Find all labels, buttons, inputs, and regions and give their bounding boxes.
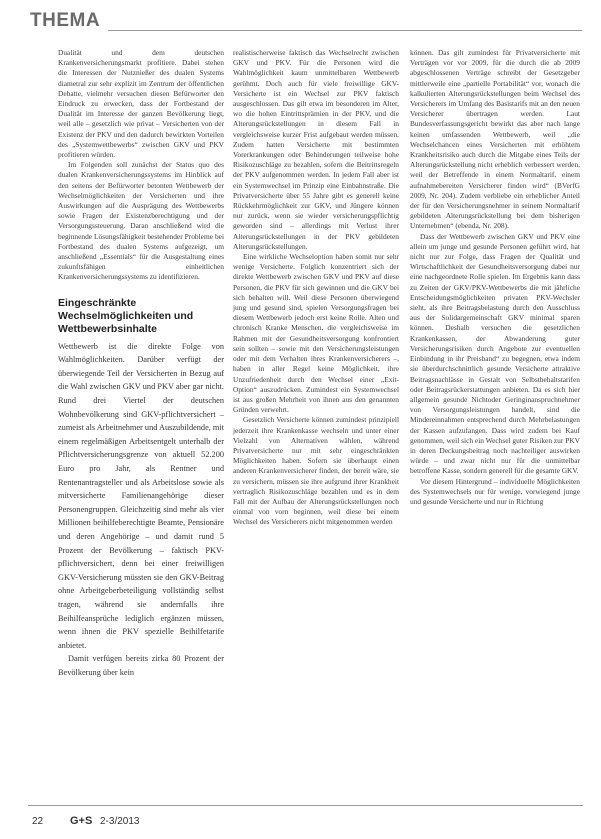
intro-paragraph: Dualität und dem deutschen Krankenversicherungsmarkt profitiere. Dabei stehen die Interessen der Nutznießer des dualen Systems diametral zur sehr explizit im Zentrum der öffentlichen Debatte, vielmehr versuchen diesen Befürworter den Eindruck zu erwecken, dass der Fortbestand der Dualität im Interesse der ganzen Bevölkerung liegt, weil alle – gesetzlich wie privat – Versicherten von der Existenz der PKV und den dadurch bewirkten Vorteilen des „Systemwettbewerbs“ zwischen GKV und PKV profitieren würden. — [58, 48, 224, 160]
footer-rule — [28, 805, 583, 806]
section-subheading: Eingeschränkte Wechselmöglichkeiten und Wettbewerbsinhalte — [58, 296, 194, 335]
column-2 — [233, 48, 399, 528]
body-paragraph: Dass der Wettbewerb zwischen GKV und PKV eine allein um junge und gesunde Personen geführt wird, hat nicht nur zur Folge, dass Fragen der Qualität und Wirtschaftlichkeit der Gesundheitsversorgung dabei nur eine nachgeordnete Rolle spielen. Im Ergebnis kann dass zu Zeiten der GKV/PKV-Wettbewerbs die mit jährliche Entscheidungsmöglichkeiten privaten PKV-Wechsler sieht, als ihre Beitragsbelastung durch den Ausschluss aus der Solidargemeinschaft GKV minimal sparen können. Deshalb versuchen die gesetzlichen Krankenkassen, der Abwanderung guter Versicherungsrisiken durch Angebote zur eventuellen Einbindung in ihr Preisband“ zu begegnen, etwa indem sie überdurchschnittlich gesunde Versicherte attraktive Beitragsnachlässe in Gestalt von Selbstbehaltstarifen oder Beitragsrückerstattungen anbieten. Da es sich hier allgemein gesunde Nichtoder Geringinanspruchnehmer von Versorgungsleistungen handelt, sind die Mindereinnahmen entsprechend durch Mehrbelastungen der Kassen aufzufangen. Dass wird zudem bei Kauf genommen, weil sich ein Wechsel guter Risiken zur PKV in deren Deckungsbeitrag noch nachteiliger auswirken würde – und zwar nicht nur für die unmittelbar betroffene Kasse, sondern generell für die gesamte GKV. — [410, 231, 580, 476]
body-paragraph: Gesetzlich Versicherte können zumindest prinzipiell jederzeit ihre Krankenkasse wechseln und unter einer Vielzahl von Alternativen wählen, während Privatversicherte nur mit sehr eingeschränkten Möglichkeiten haben. Sofern sie überhaupt einen anderen Krankenversicherer finden, der bereit wäre, sie zu versichern, müssen sie ihre aufgrund ihrer Krankheit vertraglich Risikozuschläge bezahlen und es in dem Fall mit der Aufbau der Alterungsrückstellungen noch einmal von vorn beginnen, weil diese bei einem Wechsel des Versicherers nicht mitgenommen werden — [233, 415, 399, 527]
column-1 — [58, 48, 224, 680]
intro-paragraph: Im Folgenden soll zunächst der Status quo des dualen Krankenversicherungssystems im Hinblick auf den seitens der Befürworter betonten Wettbewerb der Wechselmöglichkeiten der Versicherten und ihre Auswirkungen auf die Ausprägung des Wettbewerbs sowie Fragen der Existenzberechtigung und der Versorgungssteuerung. Daran anschließend wird die beginnende Lösungsfähigkeit bestehender Probleme bei Fortbestand des dualen Systems aufgezeigt, um anschließend „Essentials“ für die Ausgestaltung eines zukunftsfähigen einheitlichen Krankenversicherungssystems zu identifizieren. — [58, 160, 224, 282]
magazine-logo: G+S — [70, 815, 93, 827]
header-rule — [108, 30, 582, 31]
body-paragraph: Wettbewerb ist die direkte Folge von Wahlmöglichkeiten. Darüber verfügt der überwiegende Teil der Versicherten in Bezug auf die Wahl zwischen GKV und PKV aber gar nicht. Rund drei Viertel der deutschen Wohnbevölkerung sind GKV-pflichtversichert – zumeist als Arbeitnehmer und Auszubildende, mit einem regelmäßigen Arbeitsentgelt unterhalb der Pflichtversicherungsgrenze von aktuell 52.200 Euro pro Jahr, als Rentner und Rentenantragsteller und als Arbeitslose sowie als mitversicherte Familienangehörige dieser Personengruppen. Gleichzeitig sind mehr als vier Millionen beihilfeberechtigte Beamte, Pensionäre und deren Angehörige – und damit rund 5 Prozent der Bevölkerung – faktisch PKV-pflichtversichert, denn bei einer freiwilligen GKV-Versicherung müssten sie den GKV-Beitrag ohne Arbeitgeberbeteiligung vollständig selbst tragen, während sie andernfalls ihre Beihilfeansprüche lediglich ergänzen müssen, wenn ihnen die PKV spezielle Beihilfetarife anbietet. — [58, 341, 224, 650]
column-3 — [410, 48, 580, 507]
body-paragraph: können. Das gilt zumindest für Privatversicherte mit Verträgen vor vor 2009, für die durch die ab 2009 abgeschlossenen Verträge schreibt der Gesetzgeber mittlerweile eine „partielle Portabilität“ vor, wonach die kalkulierten Alterungsrückstellungen beim Wechsel des Versicherers im Umfang des Basistarifs mit an den neuen Versicherer übertragen werden. Laut Bundesverfassungsgericht bewirkt das aber nach lange keinen umfassenden Wettbewerb, weil „die Wechselchancen eines Versicherten mit erhöhtem Krankheitsrisiko auch durch die Mitgabe eines Teils der Alterungsrückstellung nicht erheblich verbessert werden, weil der Betreffende in einem Normaltarif, einem aufnahmebereiten Versicherer finden wird“ (BVerfG 2009, Nr. 204). Zudem verbliebe ein erheblicher Anteil der für den Versicherungsnehmer in seinem Normaltarif gebildeten Alterungsrückstellung bei dem bisherigen Unternehmen“ (ebenda, Nr. 208). — [410, 48, 580, 231]
body-paragraph: realistischerweise faktisch das Wechselrecht zwischen GKV und PKV. Für die Personen wird die Wahlmöglichkeit kaum unmittelbaren Wettbewerb gerühmt. Doch auch für viele freiwillige GKV-Versicherte ist ein Wechsel zur PKV faktisch ausgeschlossen. Das gilt etwa im besonderen im Alter, wo die hohen Eintrittsprämien in der PKV, und die Alterungsrückstellungen in diesem Fall in vergleichsweise kurzer Frist aufgebaut werden müssen. Zudem hatten Versicherte mit bestimmten Vorerkrankungen oder Behinderungen teilweise hohe Risikozuschläge zu bezahlen, sofern die Beitrittsregeln der PKV aufgenommen werden. In jedem Fall aber ist ein Systemwechsel im Prinzip eine Einbahnstraße. Die Privatversicherte über 55 Jahre gibt es generell keine Rückkehrmöglichkeit zur GKV, und Jüngere können nur zurück, wenn sie wieder versicherungspflichtig geworden sind – allerdings mit Verlust ihrer Alterungsrückstellungen in der PKV gebildeten Alterungsrückstellungen. — [233, 48, 399, 251]
page-header — [0, 0, 601, 40]
body-paragraph: Damit verfügen bereits zirka 80 Prozent der Bevölkerung über kein — [58, 654, 224, 677]
page-footer — [0, 800, 601, 839]
section-title: THEMA — [30, 10, 101, 31]
body-paragraph: Eine wirkliche Wechseloption haben somit nur sehr wenige Versicherte. Folglich konzentriert sich der direkte Wettbewerb zwischen GKV und PKV auf diese Personen, die PKV für sich gewinnen und die GKV bei sich behalten will. Weil diese Personen überwiegend jung und gesund sind, spielen Versorgungsfragen bei diesem Wettbewerb jedoch erst keine Rolle. Alten und chronisch Kranke Menschen, die vergleichsweise im Rahmen mit der Gesundheitsversorgung konfrontiert sein sollten – sowie mit den Versicherungsleistungen oder mit dem Verhalten ihres Krankenversicherers –, haben in aller Regel keine Möglichkeit, ihre Unzufriedenheit durch den Wechsel einer „Exit-Option“ auszudrücken. Zumindest ein Systemwechsel ist aus großen Mehrheit von ihnen aus den genannten Gründen verwehrt. — [233, 252, 399, 415]
body-paragraph: Vor diesem Hintergrund – individuelle Möglichkeiten des Systemwechsels nur für wenige, vorwiegend junge und gesunde Versicherte und nur in Richtung — [410, 476, 580, 506]
page-number: 22 — [32, 816, 44, 827]
issue-number: 2-3/2013 — [100, 816, 140, 827]
